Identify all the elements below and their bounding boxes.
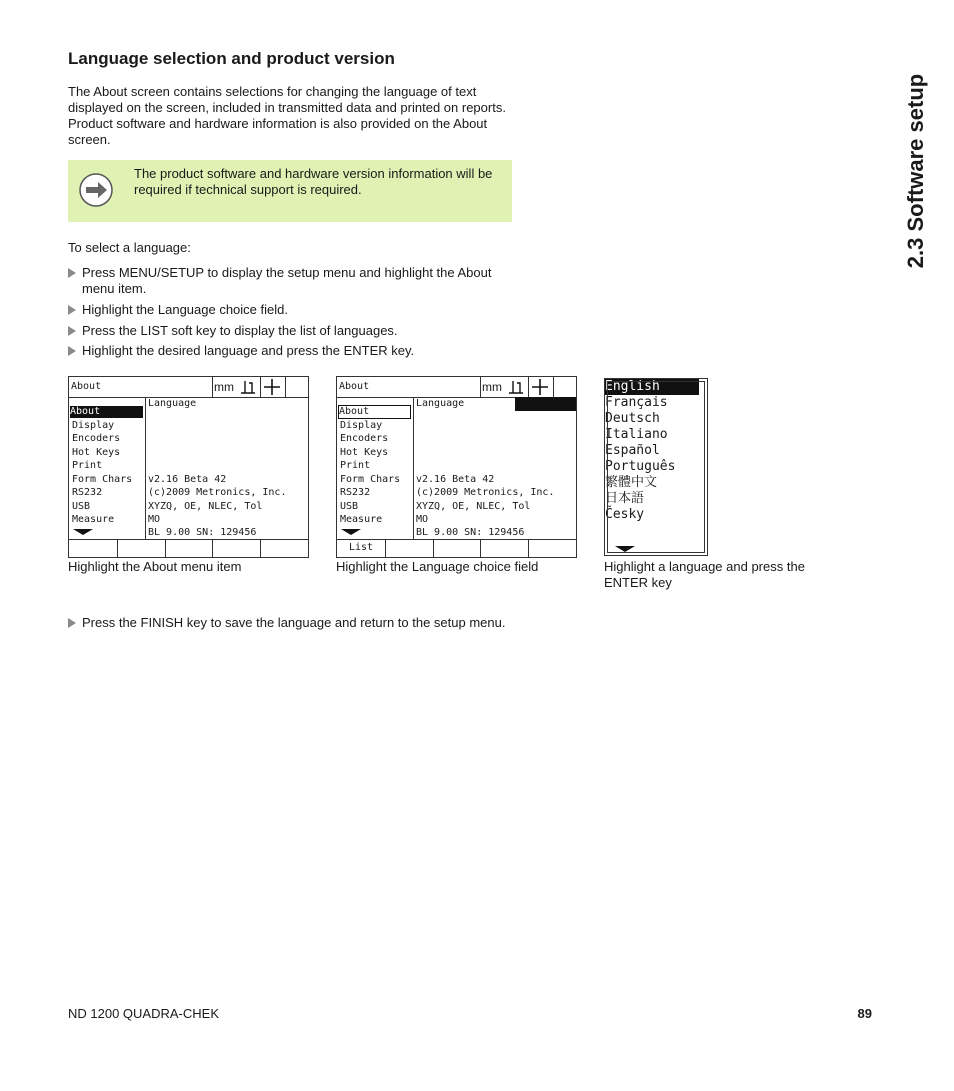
caption-screen-1: Highlight the About menu item [68,559,242,574]
step-bullet-icon [68,618,76,628]
caption-screen-3: Highlight a language and press the ENTER key [604,559,805,590]
language-option[interactable]: Deutsch [605,411,660,426]
menu-item-print[interactable]: Print [72,460,103,471]
step-item [68,265,518,297]
menu-item-usb[interactable]: USB [340,501,359,512]
scroll-down-icon[interactable] [341,528,361,536]
info-copyright: (c)2009 Metronics, Inc. [416,487,555,498]
language-option[interactable]: Português [605,459,676,474]
menu-item-about[interactable]: About [70,406,143,418]
step-item [68,343,518,359]
final-step [68,615,518,631]
menu-item-measure[interactable]: Measure [340,514,383,525]
menu-item-rs232[interactable]: RS232 [340,487,371,498]
menu-item-display[interactable]: Display [72,420,115,431]
datum-icon [239,379,257,395]
menu-item-encoders[interactable]: Encoders [72,433,121,444]
menu-item-form-chars[interactable]: Form Chars [340,474,401,485]
crosshair-icon [532,379,548,395]
caption-screen-2: Highlight the Language choice field [336,559,539,574]
language-option[interactable]: 日本語 [605,491,645,506]
language-choice-field[interactable] [515,397,576,411]
menu-item-display[interactable]: Display [340,420,383,431]
info-options: XYZQ, OE, NLEC, Tol [148,501,263,512]
menu-item-print[interactable]: Print [340,460,371,471]
step-bullet-icon [68,268,76,278]
screen-language-field [336,376,577,558]
step-text: Highlight the desired language and press the ENTER key. [82,343,415,358]
info-version: v2.16 Beta 42 [148,474,227,485]
menu-item-encoders[interactable]: Encoders [340,433,389,444]
note-box [68,160,512,222]
step-text: Press the LIST soft key to display the list of languages. [82,323,398,338]
arrow-right-icon [78,172,114,208]
list-softkey[interactable]: List [349,542,374,553]
page-heading: Language selection and product version [68,49,395,68]
info-serial: BL 9.00 SN: 129456 [148,527,257,538]
step-item [68,302,518,318]
language-field-label[interactable]: Language [416,398,465,409]
info-version: v2.16 Beta 42 [416,474,495,485]
screen-title: About [339,381,370,392]
menu-item-form-chars[interactable]: Form Chars [72,474,133,485]
language-option[interactable]: Italiano [605,427,668,442]
step-bullet-icon [68,326,76,336]
scroll-down-icon[interactable] [615,545,635,553]
language-field-label[interactable]: Language [148,398,197,409]
datum-icon [507,379,525,395]
step-item [68,323,518,339]
page-number: 89 [857,1006,872,1021]
note-text: The product software and hardware version information will be required if technical support is required. [134,166,493,197]
menu-item-hot-keys[interactable]: Hot Keys [340,447,389,458]
info-serial: BL 9.00 SN: 129456 [416,527,525,538]
menu-item-measure[interactable]: Measure [72,514,115,525]
language-option[interactable]: English [605,379,699,395]
language-option[interactable]: Česky [605,507,645,522]
unit-indicator: mm [214,380,234,394]
final-step-text: Press the FINISH key to save the language and return to the setup menu. [82,615,506,630]
menu-item-rs232[interactable]: RS232 [72,487,103,498]
info-mo: MO [416,514,429,525]
section-title: 2.3 Software setup [903,73,928,269]
info-mo: MO [148,514,161,525]
info-copyright: (c)2009 Metronics, Inc. [148,487,287,498]
menu-item-usb[interactable]: USB [72,501,91,512]
footer-product: ND 1200 QUADRA-CHEK [68,1006,219,1021]
language-option[interactable]: 繁體中文 [605,475,658,490]
menu-item-hot-keys[interactable]: Hot Keys [72,447,121,458]
screen-about-menu [68,376,309,558]
step-bullet-icon [68,346,76,356]
language-option[interactable]: Français [605,395,668,410]
step-text: Press MENU/SETUP to display the setup menu and highlight the About menu item. [82,265,492,296]
intro-paragraph: The About screen contains selections for changing the language of text displayed on the screen, included in transmitted data and printed on reports. Product software and hardware information is also provided on the About screen. [68,84,506,147]
menu-item-about[interactable]: About [338,405,411,419]
screen-title: About [71,381,102,392]
scroll-down-icon[interactable] [73,528,93,536]
info-options: XYZQ, OE, NLEC, Tol [416,501,531,512]
step-text: Highlight the Language choice field. [82,302,288,317]
step-bullet-icon [68,305,76,315]
unit-indicator: mm [482,380,502,394]
select-lead: To select a language: [68,240,191,255]
section-sidebar [896,55,936,287]
language-list-popup [604,378,708,556]
crosshair-icon [264,379,280,395]
language-option[interactable]: Español [605,443,660,458]
